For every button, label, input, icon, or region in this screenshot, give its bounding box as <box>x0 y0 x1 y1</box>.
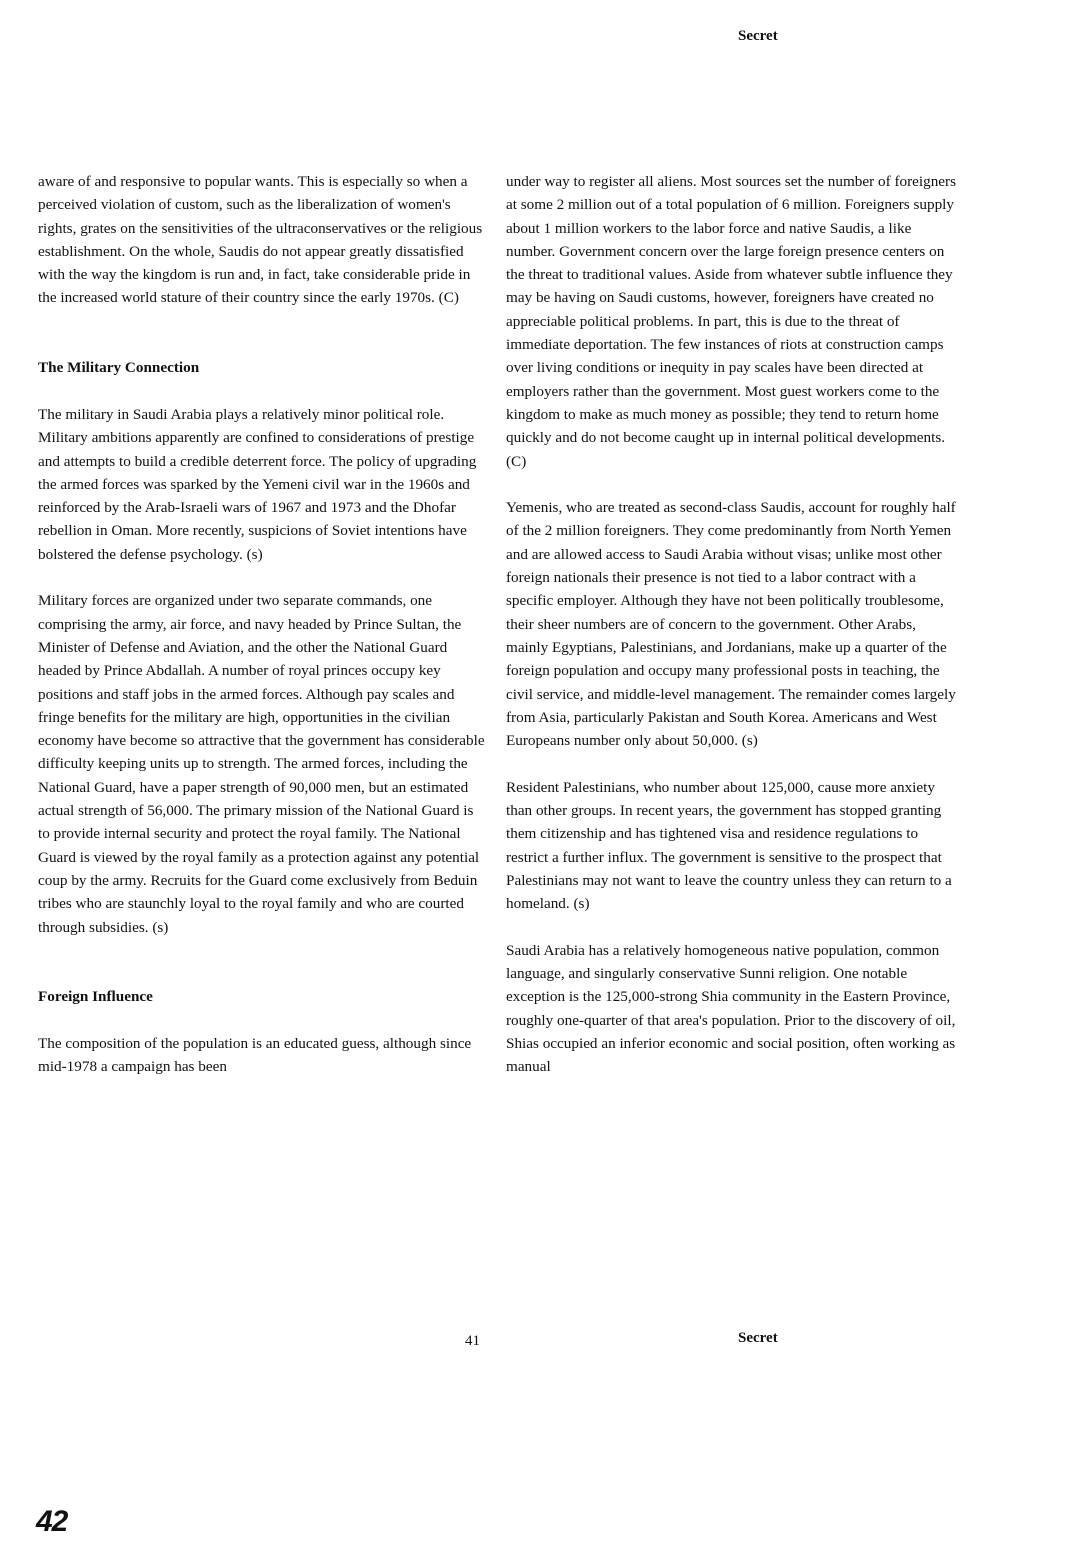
paragraph: Yemenis, who are treated as second-class Saudis, account for roughly half of the 2 million foreigners. They come predominantly from North Yemen and are allowed access to Saudi Arabia without visas; unlike most other foreign nationals their presence is not tied to a labor contract with a specific employer. Although they have not been politically troublesome, their sheer numbers are of concern to the government. Other Arabs, mainly Egyptians, Palestinians, and Jordanians, make up a quarter of the foreign population and occupy many professional posts in teaching, the civil service, and middle-level management. The remainder comes largely from Asia, particularly Pakistan and South Korea. Americans and West Europeans number only about 50,000. (s) <box>506 499 956 750</box>
left-column <box>38 170 488 1102</box>
paragraph: The composition of the population is an educated guess, although since mid-1978 a campaign has been <box>38 1034 472 1076</box>
section-heading-foreign-influence: Foreign Influence <box>38 988 153 1006</box>
paragraph: under way to register all aliens. Most sources set the number of foreigners at some 2 million out of a total population of 6 million. Foreigners supply about 1 million workers to the labor force and native Saudis, a like number. Government concern over the large foreign presence centers on the threat to traditional values. Aside from whatever subtle influence they may be having on Saudi customs, however, foreigners have created no appreciable political problems. In part, this is due to the threat of immediate deportation. The few instances of riots at construction camps over living conditions or inequity in pay scales have been directed at employers rather than the government. Most guest workers come to the kingdom to make as much money as possible; they tend to return home quickly and do not become caught up in internal political developments. (C) <box>506 173 957 470</box>
right-column <box>506 170 958 1102</box>
paragraph: Military forces are organized under two separate commands, one comprising the army, air force, and navy headed by Prince Sultan, the Minister of Defense and Aviation, and the other the National Guard headed by Prince Abdallah. A number of royal princes occupy key positions and staff jobs in the armed forces. Although pay scales and fringe benefits for the military are high, opportunities in the civilian economy have become so attractive that the government has considerable difficulty keeping units up to strength. The armed forces, including the National Guard, have a paper strength of 90,000 men, but an estimated actual strength of 56,000. The primary mission of the National Guard is to provide internal security and protect the royal family. The National Guard is viewed by the royal family as a protection against any potential coup by the army. Recruits for the Guard come exclusively from Beduin tribes who are staunchly loyal to the royal family and who are courted through subsidies. (s) <box>38 592 485 936</box>
paragraph: The military in Saudi Arabia plays a relatively minor political role. Military ambitions apparently are confined to considerations of prestige and attempts to build a credible deterrent force. The policy of upgrading the armed forces was sparked by the Yemeni civil war in the 1960s and reinforced by the Arab-Israeli wars of 1967 and 1973 and the Dhofar rebellion in Oman. More recently, suspicions of Soviet intentions have bolstered the defense psychology. (s) <box>38 405 477 563</box>
paragraph: Resident Palestinians, who number about 125,000, cause more anxiety than other groups. In recent years, the government has stopped granting them citizenship and has tightened visa and residence regulations to restrict a further influx. The government is sensitive to the prospect that Palestinians may not want to leave the country unless they can return to a homeland. (s) <box>506 778 952 913</box>
section-heading-military-connection: The Military Connection <box>38 359 200 377</box>
paragraph: aware of and responsive to popular wants. This is especially so when a perceived violation of custom, such as the liberalization of women's rights, grates on the sensitivities of the ultraconservatives or the religious establishment. On the whole, Saudis do not appear greatly dissatisfied with the way the kingdom is run and, in fact, take considerable pride in the increased world stature of their country since the early 1970s. (C) <box>38 173 483 307</box>
scan-page-number: 42 <box>36 1505 68 1538</box>
paragraph: Saudi Arabia has a relatively homogeneous native population, common language, and singularly conservative Sunni religion. One notable exception is the 125,000-strong Shia community in the Eastern Province, roughly one-quarter of that area's population. Prior to the discovery of oil, Shias occupied an inferior economic and social position, often working as manual <box>506 941 956 1076</box>
classification-header: Secret <box>738 28 778 44</box>
classification-footer: Secret <box>738 1330 778 1346</box>
page-number: 41 <box>465 1333 480 1349</box>
